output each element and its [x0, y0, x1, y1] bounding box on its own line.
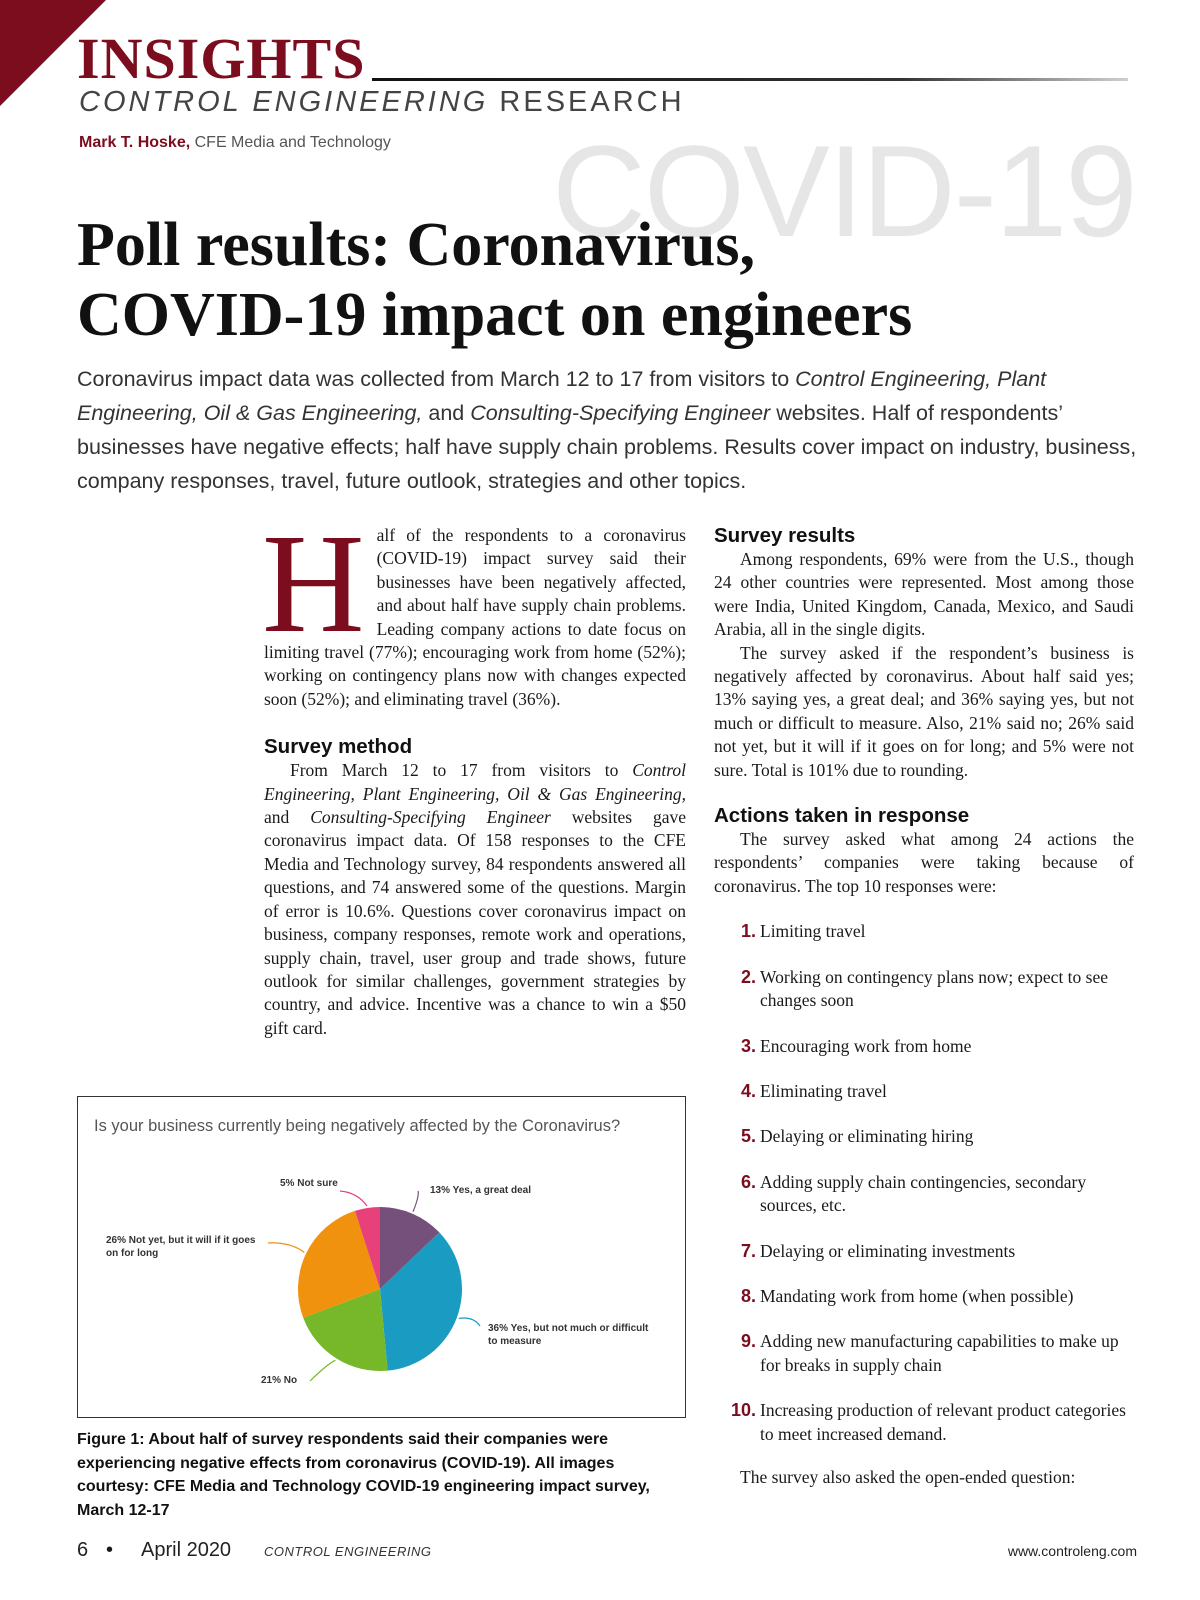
method-italic-1: Control Engineering, Plant Engineering, Oil & Gas Engineering, — [264, 760, 686, 804]
figure-box — [77, 1096, 686, 1418]
method-text-3: websites gave coronavirus impact data. Of 158 responses to the CFE Media and Technology survey, 84 respondents answered all questions, and 74 answered some of the questions. Margin of error is 10.6%. Questions cover coronavirus impact on business, company responses, remote work and operations, supply chain, travel, user group and trade shows, future outlook for similar challenges, government strategies by country, and advice. Incentive was a chance to win a $50 gift card. — [264, 807, 686, 1038]
list-item — [714, 1240, 1134, 1263]
method-text-1: From March 12 to 17 from visitors to — [290, 760, 633, 781]
subtitle-italic: CONTROL ENGINEERING — [79, 86, 489, 118]
author-org: CFE Media and Technology — [194, 134, 391, 151]
list-item — [714, 966, 1134, 1013]
pie-leader-line — [268, 1243, 304, 1253]
subtitle-rest: RESEARCH — [499, 86, 685, 118]
deck-italic-2: Consulting-Specifying Engineer — [470, 401, 771, 425]
pie-leader-line — [340, 1191, 367, 1206]
list-item-number: 4. — [740, 1080, 756, 1101]
list-item-text: Adding supply chain contingencies, secondary sources, etc. — [760, 1171, 1087, 1216]
issue-date: April 2020 — [141, 1539, 232, 1561]
list-item — [714, 1080, 1134, 1103]
column-left — [262, 504, 686, 1040]
list-item — [714, 1285, 1134, 1308]
list-item-text: Mandating work from home (when possible) — [760, 1285, 1074, 1306]
magazine-name: CONTROL ENGINEERING — [264, 1544, 432, 1559]
pie-slice-label: 21% No — [261, 1375, 298, 1386]
list-item-text: Encouraging work from home — [760, 1035, 972, 1056]
section-subtitle — [79, 86, 685, 119]
survey-results-heading: Survey results — [714, 524, 856, 547]
pie-slice-label: 5% Not sure — [280, 1178, 338, 1189]
deck-text-3: websites. Half of respondents’ businesses have negative effects; half have supply chain problems. Results cover impact on industry, business, company responses, travel, future outlook, strategies and other topics. — [77, 401, 1137, 493]
list-item — [714, 1171, 1134, 1218]
chart-title: Is your business currently being negatively affected by the Coronavirus? — [94, 1117, 621, 1135]
list-item-number: 2. — [740, 966, 756, 987]
method-text-2: and — [264, 807, 311, 828]
title-line-2: COVID-19 impact on engineers — [77, 281, 913, 349]
page-footer — [77, 1539, 1137, 1567]
pie-slice-label: 13% Yes, a great deal — [430, 1185, 531, 1196]
list-item-number: 8. — [740, 1285, 756, 1306]
list-item-text: Eliminating travel — [760, 1080, 887, 1101]
pie-leader-line — [310, 1360, 335, 1381]
list-item-number: 9. — [740, 1331, 756, 1352]
survey-method-heading: Survey method — [264, 735, 413, 759]
list-item-text: Delaying or eliminating investments — [760, 1240, 1016, 1261]
deck-text-2: and — [422, 401, 471, 425]
list-item — [714, 1330, 1134, 1377]
list-item-text: Increasing production of relevant product categories to meet increased demand. — [760, 1400, 1126, 1444]
column-right — [714, 524, 1134, 1489]
list-item — [714, 1399, 1134, 1446]
list-item-text: Working on contingency plans now; expect to see changes soon — [760, 966, 1109, 1011]
intro-text: alf of the respondents to a coronavirus (COVID-19) impact survey said their businesses have been negatively affected, and about half have supply chain problems. Leading company actions to date focus on limiting travel (77%); encouraging work from home (52%); working on contingency plans now with changes expected soon (52%); and eliminating travel (36%). — [264, 525, 686, 709]
deck-text-1: Coronavirus impact data was collected from March 12 to 17 from visitors to — [77, 367, 796, 391]
actions-intro: The survey asked what among 24 actions the respondents’ companies were taking because of coronavirus. The top 10 responses were: — [714, 829, 1134, 896]
list-item-text: Delaying or eliminating hiring — [760, 1126, 974, 1147]
author-name: Mark T. Hoske, — [79, 134, 191, 151]
actions-heading: Actions taken in response — [714, 804, 970, 828]
intro-paragraph — [262, 504, 686, 711]
article-deck — [77, 362, 1137, 498]
pie-slice-label: 36% Yes, but not much or difficult to measure — [488, 1323, 649, 1347]
list-item — [714, 1125, 1134, 1148]
drop-cap: H — [262, 504, 365, 662]
top-actions-list — [714, 920, 1134, 1446]
list-item-number: 3. — [740, 1035, 756, 1056]
list-item — [714, 920, 1134, 943]
results-paragraph-1: Among respondents, 69% were from the U.S., though 24 other countries were represented. Most among those were India, United Kingdom, Canada, Mexico, and Saudi Arabia, all in the single digits. — [714, 549, 1134, 640]
pie-leader-line — [413, 1191, 418, 1212]
footer-bullet: • — [106, 1539, 114, 1561]
list-item-number: 6. — [740, 1171, 756, 1192]
header-rule — [372, 78, 1128, 81]
results-paragraph-2: The survey asked if the respondent’s business is negatively affected by coronavirus. About half said yes; 13% saying yes, a great deal; and 36% saying yes, but not much or difficult to measure. Also, 21% said no; 26% said not yet, but it will if it goes on for long; and 5% were not sure. Total is 101% due to rounding. — [714, 642, 1134, 780]
list-item — [714, 1035, 1134, 1058]
list-item-text: Adding new manufacturing capabilities to make up for breaks in supply chain — [760, 1331, 1119, 1375]
survey-method-paragraph — [264, 759, 686, 1040]
section-title: INSIGHTS — [77, 26, 366, 91]
pie-leader-line — [459, 1318, 480, 1326]
pie-slice-label: 26% Not yet, but it will if it goes on for long — [106, 1235, 256, 1259]
pie-chart — [78, 1097, 684, 1416]
title-line-1: Poll results: Coronavirus, — [77, 211, 756, 279]
covid-watermark: COVID-19 — [552, 118, 1136, 264]
byline — [79, 134, 391, 152]
list-item-number: 1. — [740, 921, 756, 942]
list-item-number: 10. — [730, 1400, 756, 1421]
method-italic-2: Consulting-Specifying Engineer — [310, 807, 551, 828]
list-item-number: 7. — [740, 1240, 756, 1261]
list-item-number: 5. — [740, 1126, 756, 1147]
website-url: www.controleng.com — [1007, 1543, 1137, 1559]
deck-italic-1: Control Engineering, Plant Engineering, Oil & Gas Engineering, — [77, 367, 1047, 425]
page-number: 6 — [77, 1539, 89, 1561]
article-title — [77, 210, 1157, 350]
figure-caption: Figure 1: About half of survey respondents said their companies were experiencing negative effects from coronavirus (COVID-19). All images courtesy: CFE Media and Technology COVID-19 engineering impact survey, March 12-17 — [77, 1431, 650, 1519]
closing-sentence: The survey also asked the open-ended question: — [740, 1466, 1076, 1487]
list-item-text: Limiting travel — [760, 921, 866, 942]
